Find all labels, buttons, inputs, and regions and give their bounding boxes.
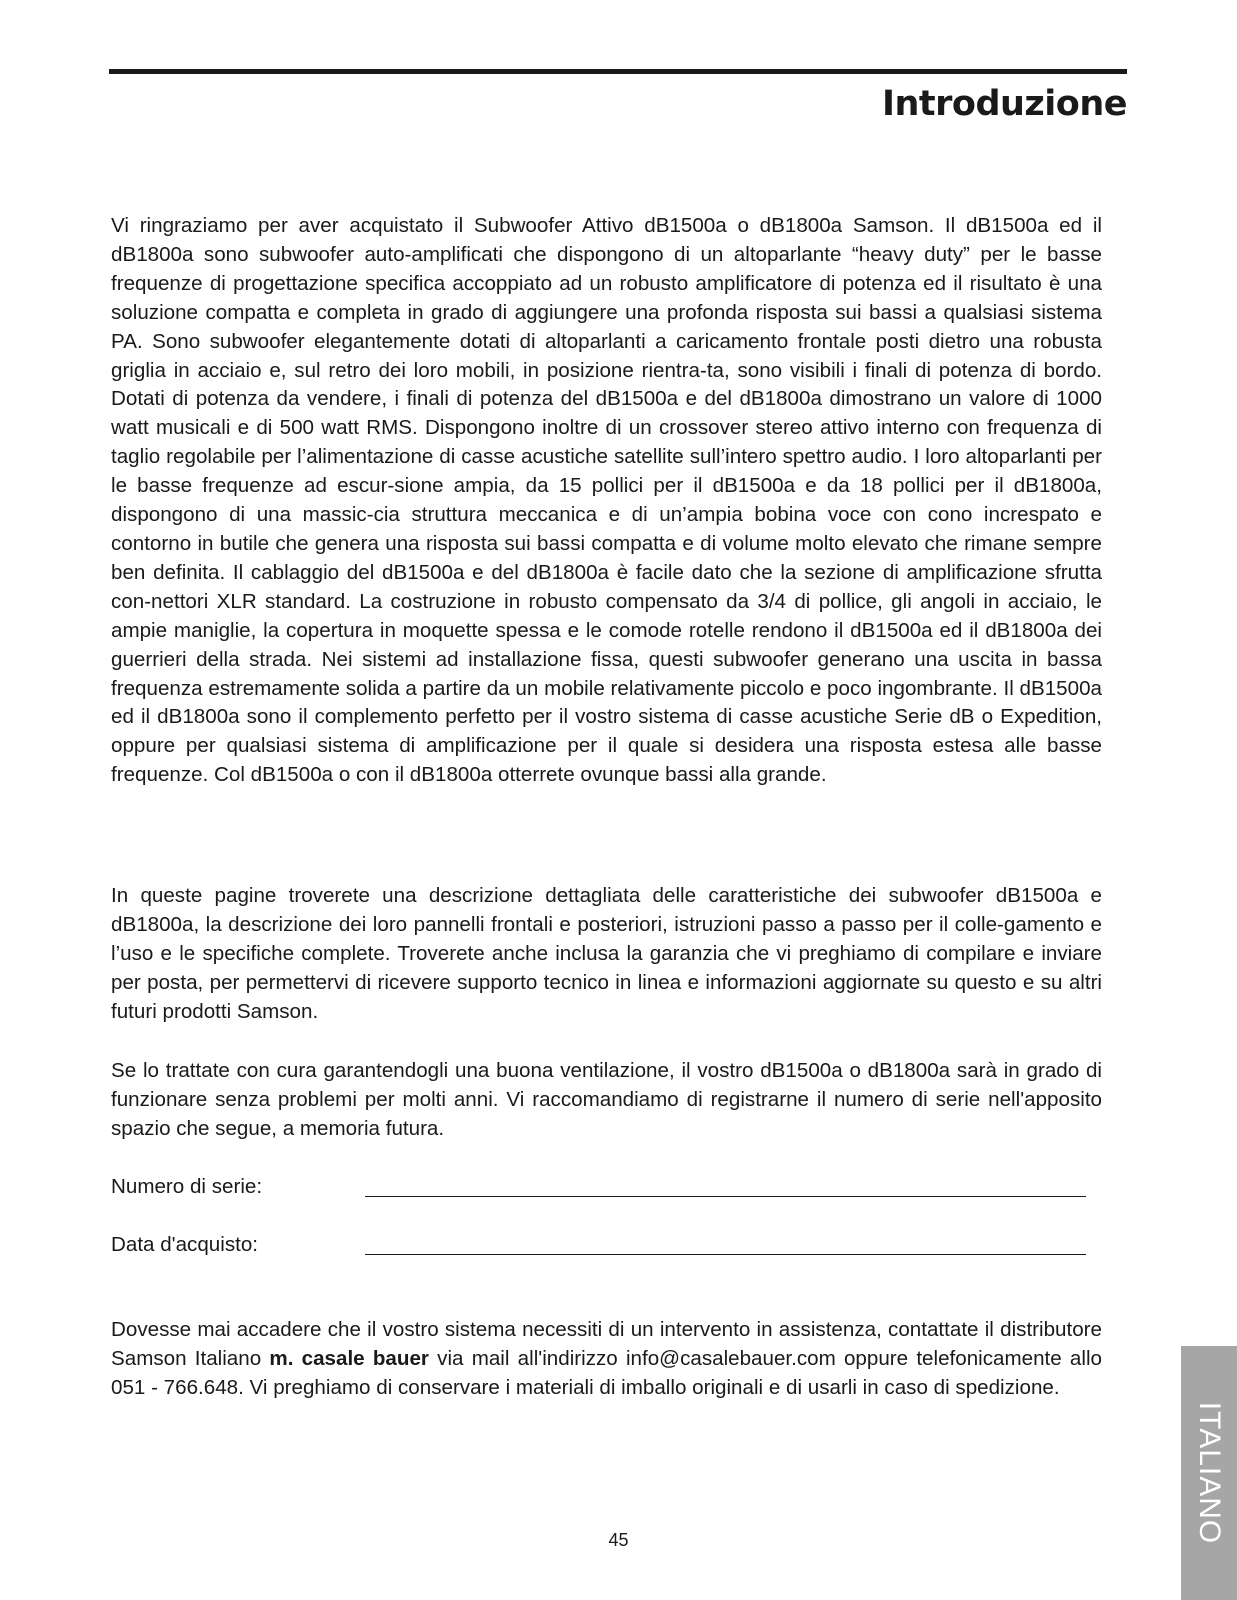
purchase-date-label: Data d'acquisto: bbox=[111, 1233, 259, 1256]
serial-number-row bbox=[111, 1172, 1102, 1202]
page-title: Introduzione bbox=[881, 84, 1127, 124]
language-tab-label: ITALIANO bbox=[1193, 1401, 1226, 1545]
service-paragraph bbox=[111, 1316, 1102, 1403]
care-paragraph: Se lo trattate con cura garantendogli una buona ventilazione, il vostro dB1500a o dB1800a sarà in grado di funzionare senza problemi per molti anni. Vi raccomandiamo di registrarne il numero di serie nell'apposito spazio che segue, a memoria futura. bbox=[111, 1059, 1102, 1140]
serial-number-blank bbox=[365, 1196, 1086, 1197]
top-rule bbox=[109, 69, 1127, 74]
purchase-date-blank bbox=[365, 1254, 1086, 1255]
service-text-start: Dovesse mai accadere che il vostro sistema necessiti di un intervento in assistenza, contattate il distributore Samson Italiano bbox=[111, 1318, 1102, 1370]
purchase-date-row bbox=[111, 1230, 1102, 1260]
intro-paragraph: Vi ringraziamo per aver acquistato il Subwoofer Attivo dB1500a o dB1800a Samson. Il dB1500a ed il dB1800a sono subwoofer auto-amplificati che dispongono di un altoparlante “heavy duty” per le basse frequenze di progettazione specifica accoppiato ad un robusto amplificatore di potenza ed il risultato è una soluzione compatta e completa in grado di aggiungere una profonda risposta sui bassi a qualsiasi sistema PA. Sono subwoofer elegantemente dotati di altoparlanti a caricamento frontale posti dietro una robusta griglia in acciaio e, sul retro dei loro mobili, in posizione rientra-ta, sono visibili i finali di potenza di bordo. Dotati di potenza da vendere, i finali di potenza del dB1500a e del dB1800a dimostrano un valore di 1000 watt musicali e di 500 watt RMS. Dispongono inoltre di un crossover stereo attivo interno con frequenza di taglio regolabile per l’alimentazione di casse acustiche satellite sull’intero spettro audio. I loro altoparlanti per le basse frequenze ad escur-sione ampia, da 15 pollici per il dB1500a e da 18 pollici per il dB1800a, dispongono di una massic-cia struttura meccanica e di un’ampia bobina voce con cono increspato e contorno in butile che genera una risposta sui bassi compatta e di volume molto elevato che rimane sempre ben definita. Il cablaggio del dB1500a e del dB1800a è facile dato che la sezione di amplificazione sfrutta con-nettori XLR standard. La costruzione in robusto compensato da 3/4 di pollice, gli angoli in acciaio, le ampie maniglie, la copertura in moquette spessa e le comode rotelle rendono il dB1500a ed il dB1800a dei guerrieri della strada. Nei sistemi ad installazione fissa, questi subwoofer generano una uscita in bassa frequenza estremamente solida a partire da un mobile relativamente piccolo e poco ingombrante. Il dB1500a ed il dB1800a sono il complemento perfetto per il vostro sistema di casse acustiche Serie dB o Expedition, oppure per qualsiasi sistema di amplificazione per il quale si desidera una risposta estesa alle basse frequenze. Col dB1500a o con il dB1800a otterrete ovunque bassi alla grande. bbox=[111, 214, 1102, 787]
page-number: 45 bbox=[608, 1530, 629, 1550]
service-text-end: via mail all'indirizzo info@casalebauer.com oppure telefonicamente allo 051 - 766.648. Vi preghiamo di conservare i materiali di imballo originali e di usarli in caso di spedizione. bbox=[111, 1346, 1102, 1399]
language-tab bbox=[1181, 1346, 1237, 1600]
distributor-name: m. casale bauer bbox=[269, 1346, 429, 1370]
serial-number-label: Numero di serie: bbox=[111, 1175, 263, 1198]
contents-paragraph: In queste pagine troverete una descrizione dettagliata delle caratteristiche dei subwoofer dB1500a e dB1800a, la descrizione dei loro pannelli frontali e posteriori, istruzioni passo a passo per il colle-gamento e l’uso e le specifiche complete. Troverete anche inclusa la garanzia che vi preghiamo di compilare e inviare per posta, per permettervi di ricevere supporto tecnico in linea e informazioni aggiornate su questo e su altri futuri prodotti Samson. bbox=[111, 884, 1102, 1023]
